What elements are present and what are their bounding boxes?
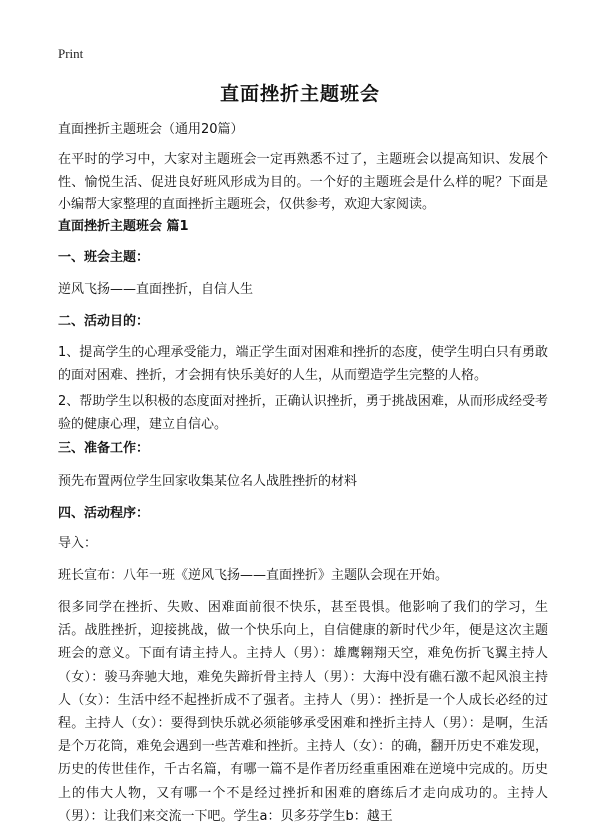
- section-title: 直面挫折主题班会 篇1: [58, 219, 189, 234]
- announcement: 班长宣布：八年一班《逆风飞扬——直面挫折》主题队会现在开始。: [58, 568, 449, 583]
- procedure-heading: 四、活动程序：: [58, 506, 150, 521]
- theme-heading: 一、班会主题：: [58, 250, 150, 265]
- page-title: 直面挫折主题班会: [219, 83, 380, 105]
- theme-text: 逆风飞扬——直面挫折，自信人生: [58, 282, 254, 297]
- intro-paragraph: 在平时的学习中，大家对主题班会一定再熟悉不过了，主题班会以提高知识、发展个性、愉悦生活、促进良好班风形成为目的。一个好的主题班会是什么样的呢？下面是小编帮大家整理的直面挫折主题班会，仅供参考，欢迎大家阅读。: [58, 152, 548, 212]
- body-paragraph: 很多同学在挫折、失败、困难面前很不快乐，甚至畏惧。他影响了我们的学习，生活。战胜挫折，迎接挑战，做一个快乐向上，自信健康的新时代少年，便是这次主题班会的意义。下面有请主持人。主持人（男）：雄鹰翱翔天空，难免伤折飞翼主持人（女）：骏马奔驰大地，难免失蹄折骨主持人（男）：大海中没有礁石激不起风浪主持人（女）：生活中经不起挫折成不了强者。主持人（男）：挫折是一个人成长必经的过程。主持人（女）：要得到快乐就必须能够承受困难和挫折主持人（男）：是啊，生活是个万花筒，难免会遇到一些苦难和挫折。主持人（女）：的确，翻开历史不难发现，历史的传世佳作，千古名篇，有哪一篇不是作者历经重重困难在逆境中完成的。历史上的伟大人物，又有哪一个不是经过挫折和困难的磨练后才走向成功的。主持人（男）：让我们来交流一下吧。学生a：贝多芬学生b：越王: [58, 600, 548, 824]
- prep-heading: 三、准备工作：: [58, 441, 150, 456]
- print-link[interactable]: Print: [58, 46, 84, 61]
- goal-item-2: 2、帮助学生以积极的态度面对挫折，正确认识挫折，勇于挑战困难，从而形成经受考验的健康心理，建立自信心。: [58, 394, 548, 432]
- lead-in: 导入：: [58, 536, 98, 551]
- prep-text: 预先布置两位学生回家收集某位名人战胜挫折的材料: [58, 474, 358, 489]
- subtitle: 直面挫折主题班会（通用20篇）: [58, 122, 244, 137]
- goal-heading: 二、活动目的：: [58, 314, 150, 329]
- goal-item-1: 1、提高学生的心理承受能力，端正学生面对困难和挫折的态度，使学生明白只有勇敢的面对困难、挫折，才会拥有快乐美好的人生，从而塑造学生完整的人格。: [58, 345, 548, 383]
